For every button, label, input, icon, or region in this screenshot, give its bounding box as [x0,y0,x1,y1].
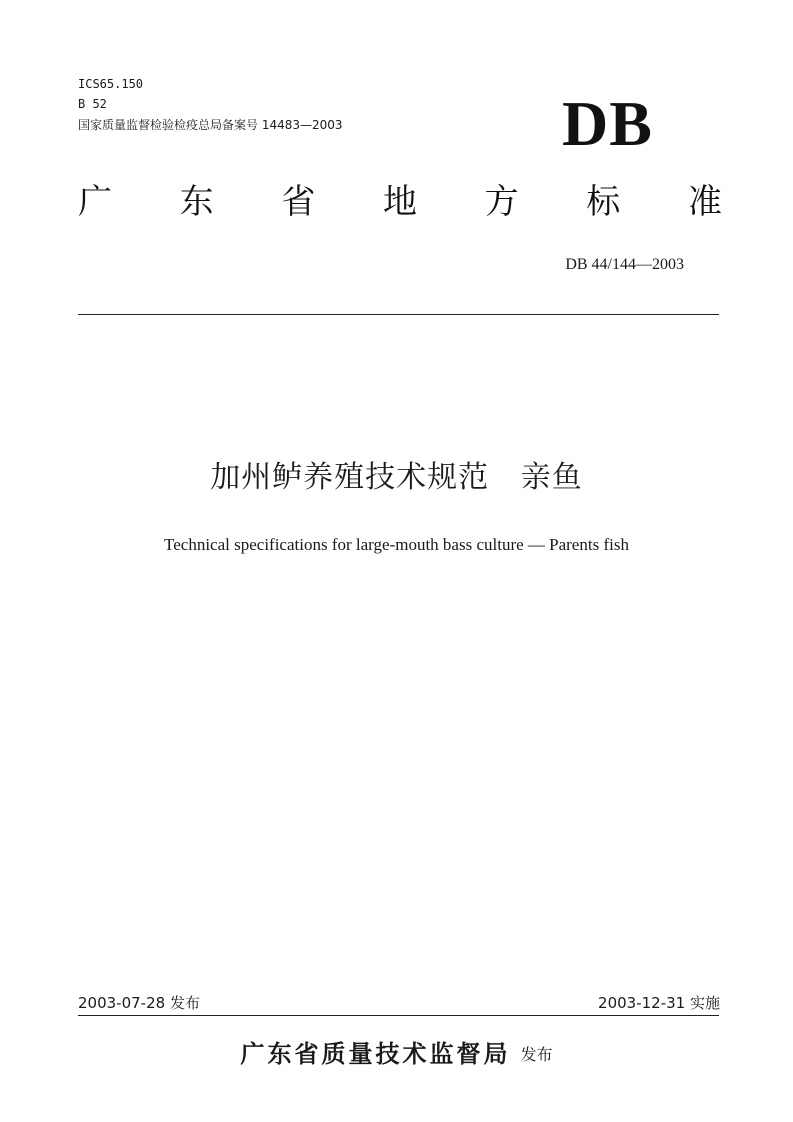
standard-category-title [70,182,730,222]
top-divider [78,314,719,315]
db-logo: DB [562,88,653,159]
ics-code: ICS65.150 [78,77,144,91]
record-number: 国家质量监督检验检疫总局备案号 14483—2003 [78,118,343,132]
implementation-date: 2003-12-31 实施 [598,994,720,1012]
ccs-code: B 52 [78,97,107,111]
document-title-english: Technical specifications for large-mouth bass culture — Parents fish [164,535,629,554]
header-char: 省 [281,182,316,222]
header-char: 准 [687,182,722,222]
standard-number: DB 44/144—2003 [565,256,684,273]
document-title-chinese: 加州鲈养殖技术规范 亲鱼 [210,460,583,495]
publisher-line [0,1038,793,1071]
publisher-suffix: 发布 [520,1045,553,1064]
header-char: 地 [382,182,417,222]
header-char: 广 [78,182,112,222]
header-char: 标 [586,182,621,222]
header-char: 东 [179,182,214,222]
bottom-divider [78,1015,719,1016]
issue-date: 2003-07-28 发布 [78,994,200,1012]
header-char: 方 [484,182,519,222]
publisher-name: 广东省质量技术监督局 [240,1040,511,1068]
